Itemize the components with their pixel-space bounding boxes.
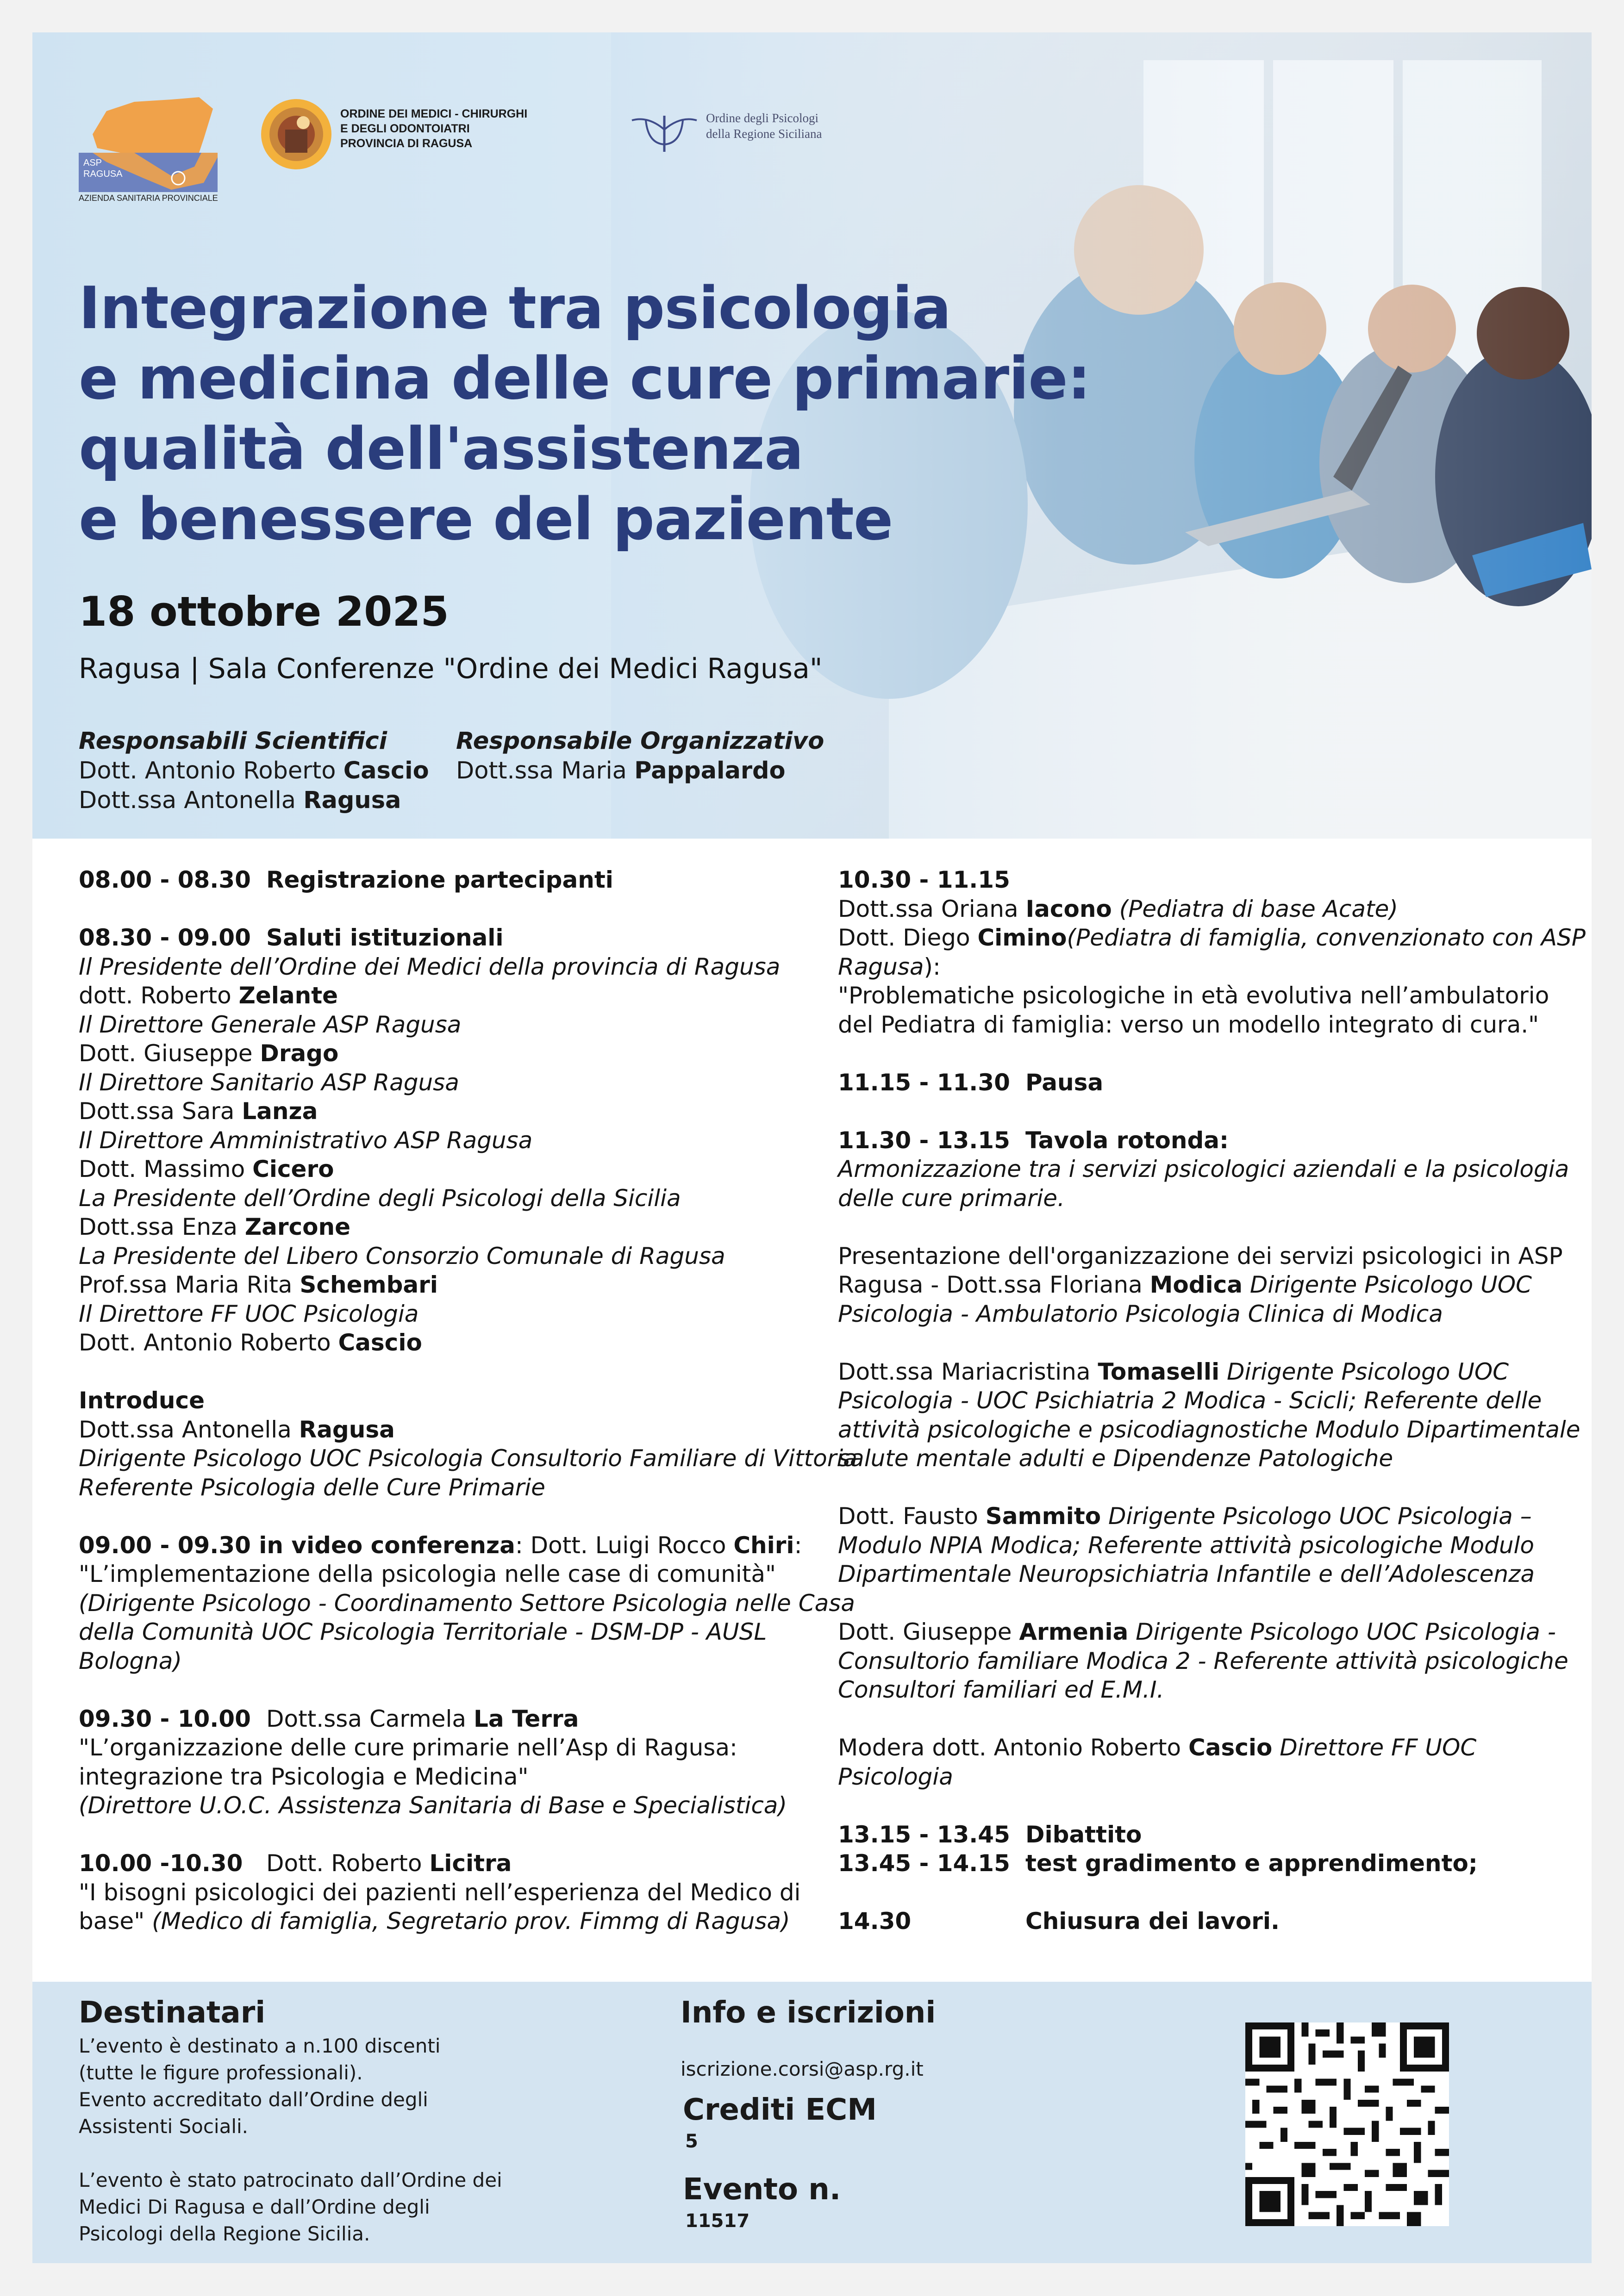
- punctuation: :: [794, 1531, 802, 1559]
- time-slot: 11.15 - 11.30: [838, 1069, 1010, 1096]
- item-mode: in video conferenza: [250, 1531, 515, 1559]
- organizational-manager: [456, 727, 824, 786]
- surname: Cicero: [252, 1156, 334, 1182]
- event-number-heading: Evento n.: [683, 2172, 841, 2207]
- name-prefix: Dott.ssa Carmela: [266, 1705, 474, 1732]
- speaker-affiliation: (Direttore U.O.C. Assistenza Sanitaria di Base e Specialistica): [79, 1792, 787, 1819]
- speaker-name: [838, 1357, 1579, 1387]
- speaker-role: La Presidente dell’Ordine degli Psicologi della Sicilia: [79, 1184, 681, 1212]
- surname: Ragusa: [303, 787, 401, 814]
- poster: [32, 32, 1592, 2263]
- surname: Chiri: [733, 1531, 794, 1559]
- speaker-affiliation: Consultorio familiare Modica 2 - Referente attività psicologiche: [838, 1647, 1568, 1674]
- speaker-name: [79, 981, 819, 1010]
- time-slot: 13.15 - 13.45: [838, 1821, 1010, 1848]
- recipients-line: L’evento è destinato a n.100 discenti: [79, 2035, 441, 2057]
- scientific-heading: Responsabili Scientifici: [79, 728, 387, 755]
- program-item-registration: [79, 865, 819, 895]
- speaker-affiliation: Direttore FF UOC: [1272, 1734, 1477, 1761]
- omceo-logo: [259, 97, 528, 173]
- speaker-affiliation: della Comunità UOC Psicologia Territoriale - DSM-DP - AUSL: [79, 1618, 767, 1645]
- speaker-name: [79, 1039, 819, 1068]
- speaker-affiliation: (Dirigente Psicologo - Coordinamento Settore Psicologia nelle Casa: [79, 1589, 855, 1617]
- surname: Armenia: [1019, 1618, 1129, 1645]
- surname: Drago: [260, 1040, 339, 1067]
- title-line-2: e medicina delle cure primarie:: [79, 344, 1091, 412]
- talk-title: "I bisogni psicologici dei pazienti nell’esperienza del Medico di: [79, 1879, 801, 1906]
- punctuation: ):: [924, 953, 941, 980]
- organizational-manager-1: [456, 756, 824, 786]
- surname: Sammito: [985, 1503, 1101, 1530]
- time-slot: 13.45 - 14.15: [838, 1850, 1010, 1877]
- psi-symbol-icon: [630, 111, 699, 153]
- name-prefix: Modera dott. Antonio Roberto: [838, 1734, 1189, 1761]
- psi-line-2: della Regione Siciliana: [706, 127, 822, 141]
- scientific-manager-2: [79, 786, 429, 815]
- surname: Iacono: [1025, 895, 1112, 922]
- speaker-name: [838, 1502, 1579, 1531]
- program-item-pausa: [838, 1068, 1579, 1097]
- footer-info: [32, 1982, 1592, 2263]
- program-item-dibattito: [838, 1820, 1579, 1849]
- name-prefix: Dott. Diego: [838, 924, 978, 951]
- moderator: [838, 1733, 1579, 1762]
- speaker-affiliation: (Medico di famiglia, Segretario prov. Fimmg di Ragusa): [152, 1908, 790, 1935]
- name-prefix: Dott. Fausto: [838, 1503, 986, 1530]
- name-prefix: : Dott. Luigi Rocco: [515, 1531, 734, 1559]
- item-title: Tavola rotonda:: [1025, 1126, 1229, 1154]
- speaker-name: [79, 1213, 819, 1242]
- omceo-text: [340, 106, 618, 151]
- speaker-name: [838, 1270, 1579, 1300]
- surname: Tomaselli: [1098, 1358, 1220, 1385]
- speaker-affiliation: Bologna): [79, 1647, 182, 1674]
- asp-logo: [79, 83, 236, 204]
- speaker-affiliation: Dirigente Psicologo UOC Psicologia -: [1128, 1618, 1556, 1645]
- program-item-video: [79, 1531, 819, 1560]
- speaker-affiliation: Modulo NPIA Modica; Referente attività psicologiche Modulo: [838, 1531, 1535, 1559]
- speaker-role: Il Direttore Amministrativo ASP Ragusa: [79, 1126, 533, 1154]
- surname: Schembari: [300, 1271, 438, 1298]
- name-prefix: Dott.ssa Mariacristina: [838, 1358, 1098, 1385]
- program-item-closing: [838, 1907, 1579, 1936]
- time-slot: 10.00 -10.30: [79, 1850, 243, 1877]
- speaker-affiliation: Dirigente Psicologo UOC: [1219, 1358, 1509, 1385]
- item-subtitle: Armonizzazione tra i servizi psicologici aziendali e la psicologia: [838, 1156, 1569, 1182]
- omceo-line-3: PROVINCIA DI RAGUSA: [340, 137, 473, 150]
- surname: Cascio: [338, 1329, 422, 1356]
- speaker-role: Il Direttore Sanitario ASP Ragusa: [79, 1069, 459, 1096]
- surname: La Terra: [473, 1705, 579, 1732]
- talk-title: Presentazione dell'organizzazione dei servizi psicologici in ASP: [838, 1242, 1563, 1269]
- surname: Cascio: [343, 757, 429, 784]
- speaker-name: [838, 923, 1586, 952]
- speaker-name: [838, 895, 1579, 924]
- speaker-role: Il Direttore Generale ASP Ragusa: [79, 1011, 462, 1038]
- ecm-value: 5: [685, 2131, 698, 2152]
- title-line-1: Integrazione tra psicologia: [79, 274, 951, 342]
- name-prefix: Dott. Giuseppe: [838, 1618, 1019, 1645]
- speaker-affiliation: Dipartimentale Neuropsichiatria Infantile e dell’Adolescenza: [838, 1561, 1535, 1587]
- scientific-managers: [79, 727, 429, 815]
- speaker-affiliation-end: [838, 952, 1579, 982]
- registration-email[interactable]: iscrizione.corsi@asp.rg.it: [681, 2058, 924, 2080]
- program-item-saluti: [79, 923, 819, 952]
- surname: Zarcone: [244, 1213, 351, 1240]
- event-venue: Ragusa | Sala Conferenze "Ordine dei Medici Ragusa": [79, 653, 823, 685]
- speaker-role: Referente Psicologia delle Cure Primarie: [79, 1474, 545, 1501]
- title-line-3: qualità dell'assistenza: [79, 415, 803, 483]
- psychologists-logo: [630, 111, 822, 155]
- intro-heading: Introduce: [79, 1387, 205, 1414]
- speaker-name: [838, 1618, 1579, 1647]
- surname: Cimino: [977, 924, 1067, 951]
- time-slot: 10.30 - 11.15: [838, 866, 1010, 893]
- time-slot: 09.00 - 09.30: [79, 1531, 251, 1559]
- program-item-tavola: [838, 1126, 1579, 1155]
- speaker-affiliation: Dirigente Psicologo UOC Psicologia –: [1101, 1503, 1532, 1530]
- omceo-line-2: E DEGLI ODONTOIATRI: [340, 122, 470, 135]
- talk-title: del Pediatra di famiglia: verso un modello integrato di cura.": [838, 1011, 1539, 1038]
- name-prefix: Prof.ssa Maria Rita: [79, 1271, 300, 1298]
- recipients-line: Evento accreditato dall’Ordine degli: [79, 2088, 428, 2111]
- ecm-heading: Crediti ECM: [683, 2093, 877, 2127]
- item-title: test gradimento e apprendimento;: [1025, 1850, 1478, 1877]
- program-item-la-terra: [79, 1705, 819, 1734]
- speaker-name: [79, 1155, 819, 1184]
- speaker-affiliation: Psicologia: [838, 1763, 953, 1790]
- name-prefix: Dott. Roberto: [266, 1850, 430, 1877]
- surname: Modica: [1149, 1271, 1243, 1298]
- talk-title: base": [79, 1908, 152, 1935]
- asp-logo-text: [83, 157, 122, 180]
- name-prefix: Dott.ssa Enza: [79, 1213, 245, 1240]
- talk-title: "L’organizzazione delle cure primarie nell’Asp di Ragusa:: [79, 1734, 737, 1761]
- name-prefix: Dott.ssa Maria: [456, 757, 635, 784]
- title-line-4: e benessere del paziente: [79, 485, 893, 553]
- program-item-licitra: [79, 1849, 819, 1878]
- program-left-column: [79, 865, 857, 1936]
- name-prefix: Dott.ssa Sara: [79, 1098, 242, 1125]
- name-prefix: Dott. Antonio Roberto: [79, 757, 344, 784]
- program-item-test: [838, 1849, 1579, 1878]
- recipients-line: Assistenti Sociali.: [79, 2115, 249, 2138]
- speaker-role: Dirigente Psicologo UOC Psicologia Consultorio Familiare di Vittoria: [79, 1445, 857, 1472]
- time-slot: 09.30 - 10.00: [79, 1705, 251, 1732]
- psi-line-1: Ordine degli Psicologi: [706, 111, 818, 125]
- surname: Licitra: [429, 1850, 512, 1877]
- speaker-affiliation: Psicologia - Ambulatorio Psicologia Clinica di Modica: [838, 1300, 1443, 1327]
- time-slot: 08.30 - 09.00: [79, 924, 251, 951]
- name-prefix: Dott.ssa Oriana: [838, 895, 1026, 922]
- talk-title-end: [79, 1907, 819, 1936]
- asp-city: RAGUSA: [83, 169, 123, 179]
- surname: Pappalardo: [634, 757, 786, 784]
- talk-title: integrazione tra Psicologia e Medicina": [79, 1763, 529, 1790]
- logo-bar: [79, 83, 866, 204]
- name-prefix: dott. Roberto: [79, 982, 239, 1009]
- speaker-name: [79, 1270, 819, 1300]
- speaker-affiliation: salute mentale adulti e Dipendenze Patologiche: [838, 1445, 1393, 1472]
- speaker-name: [79, 1415, 819, 1444]
- asp-name: ASP: [83, 158, 102, 168]
- speaker-name: [79, 1097, 819, 1126]
- speaker-affiliation: (Pediatra di base Acate): [1112, 895, 1398, 922]
- event-number-value: 11517: [685, 2210, 750, 2232]
- item-title: Chiusura dei lavori.: [1025, 1908, 1280, 1935]
- program-right-column: [838, 865, 1586, 1936]
- talk-title: "L’implementazione della psicologia nelle case di comunità": [79, 1561, 776, 1587]
- speaker-role: Il Presidente dell’Ordine dei Medici della provincia di Ragusa: [79, 953, 781, 980]
- speaker-role: Il Direttore FF UOC Psicologia: [79, 1300, 419, 1327]
- scientific-manager-1: [79, 756, 429, 786]
- patronage-line: Medici Di Ragusa e dall’Ordine degli: [79, 2196, 430, 2218]
- time-slot: 11.30 - 13.15: [838, 1126, 1010, 1154]
- speaker-name: [79, 1328, 819, 1357]
- name-prefix: Dott. Antonio Roberto: [79, 1329, 338, 1356]
- speaker-affiliation: Dirigente Psicologo UOC: [1243, 1271, 1532, 1298]
- omceo-seal-icon: [259, 97, 333, 171]
- organizational-heading: Responsabile Organizzativo: [456, 728, 824, 755]
- asp-subtitle: AZIENDA SANITARIA PROVINCIALE: [79, 193, 218, 203]
- item-title: Registrazione partecipanti: [266, 866, 613, 893]
- surname: Ragusa: [299, 1416, 395, 1443]
- event-title: [79, 273, 1143, 554]
- psi-text: [706, 110, 891, 142]
- speaker-affiliation: Consultori familiari ed E.M.I.: [838, 1676, 1164, 1703]
- name-prefix: Dott. Massimo: [79, 1156, 253, 1182]
- recipients-text: [79, 2033, 502, 2247]
- recipients-line: (tutte le figure professionali).: [79, 2061, 363, 2084]
- hero-header: [32, 32, 1592, 839]
- omceo-line-1: ORDINE DEI MEDICI - CHIRURGHI: [340, 107, 528, 120]
- recipients-heading: Destinatari: [79, 1996, 266, 2030]
- speaker-role: La Presidente del Libero Consorzio Comunale di Ragusa: [79, 1242, 725, 1269]
- name-prefix: Dott. Giuseppe: [79, 1040, 260, 1067]
- name-prefix: Dott.ssa Antonella: [79, 1416, 299, 1443]
- talk-title: "Problematiche psicologiche in età evolutiva nell’ambulatorio: [838, 982, 1549, 1009]
- speaker-affiliation: attività psicologiche e psicodiagnostiche Modulo Dipartimentale: [838, 1416, 1580, 1443]
- surname: Lanza: [242, 1098, 318, 1125]
- name-prefix: Ragusa - Dott.ssa Floriana: [838, 1271, 1150, 1298]
- item-title: Dibattito: [1025, 1821, 1142, 1848]
- item-title: Pausa: [1025, 1069, 1104, 1096]
- item-title: Saluti istituzionali: [266, 924, 504, 951]
- patronage-line: Psicologi della Regione Sicilia.: [79, 2222, 370, 2245]
- item-subtitle: delle cure primarie.: [838, 1184, 1065, 1212]
- name-prefix: Dott.ssa Antonella: [79, 787, 304, 814]
- time-slot: 14.30: [838, 1908, 912, 1935]
- speaker-affiliation: Ragusa: [838, 953, 924, 980]
- patronage-line: L’evento è stato patrocinato dall’Ordine dei: [79, 2169, 502, 2191]
- surname: Zelante: [238, 982, 338, 1009]
- event-date: 18 ottobre 2025: [79, 588, 449, 635]
- speaker-affiliation: (Pediatra di famiglia, convenzionato con ASP: [1067, 924, 1586, 951]
- qr-code-icon[interactable]: [1245, 2022, 1449, 2226]
- time-slot: 08.00 - 08.30: [79, 866, 251, 893]
- info-heading: Info e iscrizioni: [681, 1996, 936, 2030]
- speaker-affiliation: Psicologia - UOC Psichiatria 2 Modica - Scicli; Referente delle: [838, 1387, 1542, 1414]
- surname: Cascio: [1188, 1734, 1273, 1761]
